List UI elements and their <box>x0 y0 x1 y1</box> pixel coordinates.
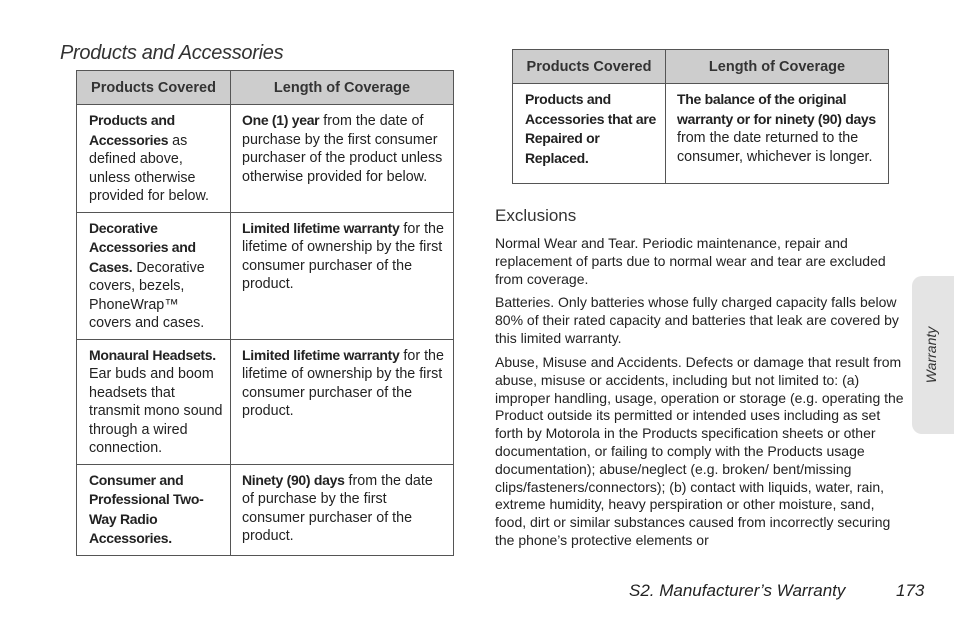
coverage-term: One (1) year <box>242 112 320 128</box>
product-cell <box>77 105 231 213</box>
column-header-products: Products Covered <box>513 50 666 84</box>
coverage-cell <box>231 339 454 464</box>
paragraph-abuse-misuse: Abuse, Misuse and Accidents. Defects or damage that result from abuse, misuse or accidents, including but not limited to: (a) improper handling, usage, operation or storage (e.g. operating the Product outside its permitted or intended uses including as set forth by Motorola in the Products specification sheets or other documentation, or failing to comply with the Products usage documentation); abuse/neglect (e.g. broken/ bent/missing clips/fasteners/connectors); (b) contact with liquids, water, rain, extreme humidity, heavy perspiration or other moisture, sand, food, dirt or similar substances caused from incorrectly securing the phone’s protective elements or <box>495 354 904 548</box>
coverage-term: The balance of the original warranty or for ninety (90) days <box>677 91 876 127</box>
coverage-table-right <box>512 49 889 184</box>
product-name: Monaural Headsets. <box>89 346 216 363</box>
table-row <box>77 339 454 464</box>
section-tab-label: Warranty <box>923 326 939 384</box>
table-row <box>513 84 889 184</box>
table-header-row <box>513 50 889 84</box>
coverage-cell <box>666 84 889 184</box>
coverage-description: for the lifetime of ownership by the first consumer purchaser of the product. <box>242 347 444 419</box>
table-row <box>77 212 454 339</box>
coverage-description: for the lifetime of ownership by the first consumer purchaser of the product. <box>242 220 444 292</box>
coverage-description: from the date returned to the consumer, whichever is longer. <box>677 130 873 165</box>
paragraph-normal-wear: Normal Wear and Tear. Periodic maintenance, repair and replacement of parts due to normal wear and tear are excluded from coverage. <box>495 235 886 287</box>
paragraph-batteries: Batteries. Only batteries whose fully charged capacity falls below 80% of their rated capacity and batteries that leak are covered by this limited warranty. <box>495 294 899 346</box>
coverage-cell <box>231 464 454 555</box>
page-number: 173 <box>896 581 925 600</box>
product-cell <box>513 84 666 184</box>
section-title: Products and Accessories <box>60 42 284 64</box>
column-header-products: Products Covered <box>77 71 231 105</box>
coverage-description: from the date of purchase by the first consumer purchaser of the product unless otherwise provided for below. <box>242 113 443 185</box>
coverage-cell <box>231 212 454 339</box>
coverage-term: Ninety (90) days <box>242 471 345 488</box>
coverage-term: Limited lifetime warranty <box>242 346 400 363</box>
table-row <box>77 105 454 213</box>
product-cell <box>77 212 231 339</box>
product-description: as defined above, unless otherwise provided for below. <box>89 132 210 204</box>
product-cell <box>77 339 231 464</box>
product-cell <box>77 464 231 555</box>
table-header-row <box>77 71 454 105</box>
product-name: Products and Accessories that are Repaired or Replaced. <box>525 91 656 166</box>
coverage-term: Limited lifetime warranty <box>242 219 400 236</box>
product-name: Products and Accessories <box>89 112 175 148</box>
product-description: Decorative covers, bezels, PhoneWrap™ covers and cases. <box>89 259 205 331</box>
coverage-description: from the date of purchase by the first consumer purchaser of the product. <box>242 472 433 544</box>
product-description: Ear buds and boom headsets that transmit mono sound through a wired connection. <box>89 366 223 456</box>
footer-section-title: S2. Manufacturer’s Warranty <box>629 581 846 600</box>
exclusions-heading: Exclusions <box>495 206 577 225</box>
column-header-coverage: Length of Coverage <box>666 50 889 84</box>
product-name: Consumer and Professional Two-Way Radio Accessories. <box>89 471 204 546</box>
column-header-coverage: Length of Coverage <box>231 71 454 105</box>
product-name: Decorative Accessories and Cases. <box>89 219 196 275</box>
table-row <box>77 464 454 555</box>
coverage-cell <box>231 105 454 213</box>
coverage-table-left <box>76 70 454 556</box>
